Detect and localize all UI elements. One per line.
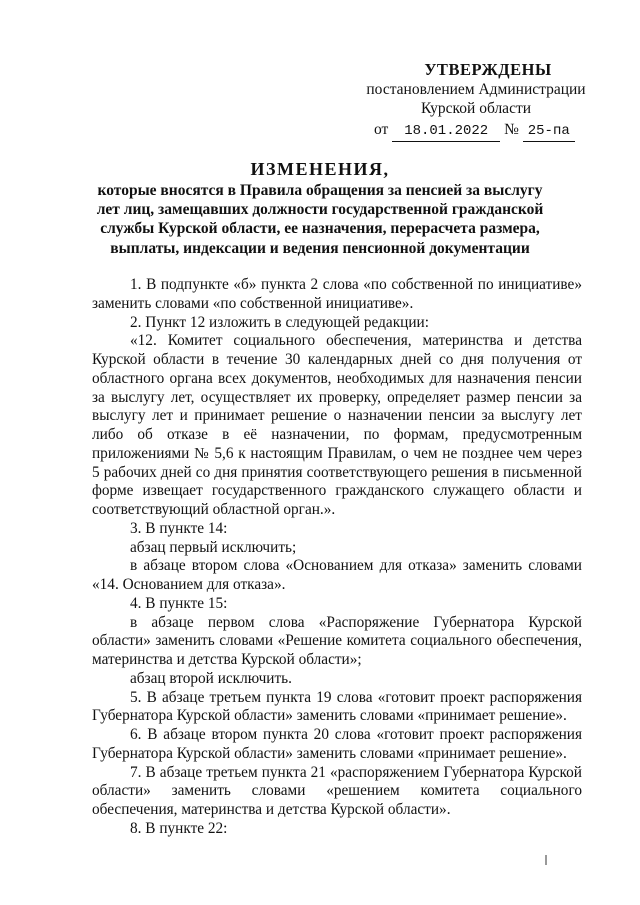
- paragraph-13: 8. В пункте 22:: [130, 819, 228, 837]
- paragraph-10: 5. В абзаце третьем пункта 19 слова «готовит проект распоряжения Губернатора Курской области» заменить словами «принимает решение».: [92, 688, 582, 725]
- paragraph-8: в абзаце первом слова «Распоряжение Губернатора Курской области» заменить словами «Решение комитета социального обеспечения, материнства и детства Курской области»;: [92, 613, 582, 668]
- paragraph-4: 3. В пункте 14:: [130, 519, 228, 537]
- paragraph-5: абзац первый исключить;: [130, 538, 297, 556]
- approval-title: УТВЕРЖДЕНЫ: [424, 60, 552, 79]
- scan-artifact: [545, 855, 547, 865]
- paragraph-11: 6. В абзаце втором пункта 20 слова «готовит проект распоряжения Губернатора Курской области» заменить словами «принимает решение».: [92, 726, 582, 762]
- paragraph-6: в абзаце втором слова «Основанием для отказа» заменить словами «14. Основанием для отказа».: [92, 557, 582, 593]
- document-heading: [90, 158, 550, 258]
- paragraph-12: 7. В абзаце третьем пункта 21 «распоряжением Губернатора Курской области» заменить словами «решением комитета социального обеспечения, материнства и детства Курской области».: [92, 763, 582, 818]
- document-subtitle: которые вносятся в Правила обращения за пенсией за выслугу лет лиц, замещавших должности государственной гражданской службы Курской области, ее назначения, перерасчета размера, выплаты, индексации и ведения пенсионной документации: [96, 182, 544, 257]
- paragraph-2: 2. Пункт 12 изложить в следующей редакции:: [130, 313, 429, 331]
- approval-stamp: [366, 60, 586, 142]
- approval-line-2: Курской области: [420, 100, 532, 117]
- paragraph-3: «12. Комитет социального обеспечения, материнства и детства Курской области в течение 30 календарных дней со дня получения от областного органа всех документов, необходимых для назначения пенсии за выслугу лет, осуществляет их проверку, определяет размер пенсии за выслугу лет и принимает решение о назначении пенсии за выслугу лет либо об отказе в её назначении, по формам, предусмотренным приложениями № 5,6 к настоящим Правилам, о чем не позднее чем через 5 рабочих дней со дня принятия соответствующего решения в письменной форме извещает государственного гражданского служащего области и соответствующий областной орган.».: [92, 332, 582, 518]
- paragraph-9: абзац второй исключить.: [130, 669, 292, 687]
- approval-number: 25-па: [523, 122, 575, 143]
- approval-date: 18.01.2022: [392, 122, 500, 143]
- document-title: ИЗМЕНЕНИЯ,: [250, 159, 390, 179]
- paragraph-7: 4. В пункте 15:: [130, 594, 228, 612]
- approval-date-line: [374, 120, 586, 143]
- approval-line-1: постановлением Администрации: [366, 80, 586, 98]
- paragraph-1: 1. В подпункте «б» пункта 2 слова «по собственной по инициативе» заменить словами «по собственной инициативе».: [92, 276, 582, 312]
- document-body: [92, 276, 582, 839]
- date-prefix: от: [374, 120, 389, 138]
- number-prefix: №: [504, 120, 519, 138]
